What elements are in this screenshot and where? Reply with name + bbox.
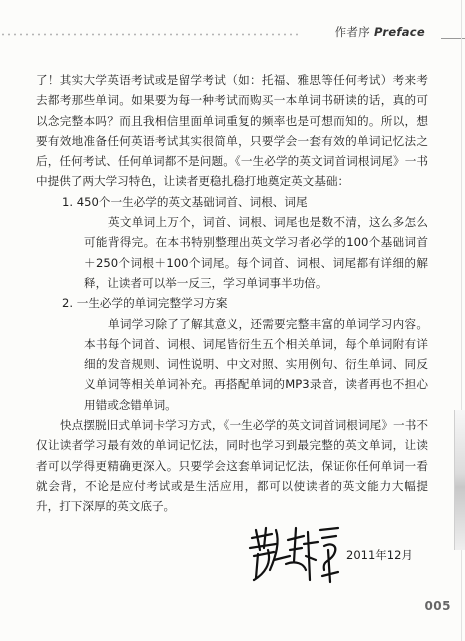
list-item-body-2: 单词学习除了了解其意义，还需要完整丰富的单词学习内容。本书每个词首、词根、词尾皆衍生五个相关单词，每个单词附有详细的发音规则、词性说明、中文对照、实用例句、衍生单词、同反义单词等相关单词补充。再搭配单词的MP3录音，读者再也不担心用错或念错单词。 <box>84 316 428 412</box>
list-item-body-1: 英文单词上万个，词首、词根、词尾也是数不清，这么多怎么可能背得完。在本书特别整理出英文学习者必学的100个基础词首＋250个词根＋100个词尾。每个词首、词根、词尾都有详细的解释，让读者可以举一反三，学习单词事半功倍。 <box>84 215 428 290</box>
running-header <box>335 24 425 40</box>
paragraph-intro: 了！其实大学英语考试或是留学考试（如：托福、雅思等任何考试）考来考去都考那些单词。如果要为每一种考试而购买一本单词书研读的话，真的可以念完整本吗？而且我相信里面单词重复的频率也是可想而知的。所以，想要有效地准备任何英语考试其实很简单，只要学会一套有效的单词记忆法之后，任何考试、任何单词都不是问题。《一生必学的英文词首词根词尾》一书中提供了两大学习特色，让读者更稳扎稳打地奠定英文基础： <box>36 73 428 189</box>
header-title-cn: 作者序 <box>334 25 370 39</box>
paragraph-conclusion: 快点摆脱旧式单词卡学习方式，《一生必学的英文词首词根词尾》一书不仅让读者学习最有效的单词记忆法，同时也学习到最完整的英文单词，让读者可以学得更精确更深入。只要学会这套单词记忆法，保证你任何单词一看就会背，不论是应付考试或是生活应用，都可以使读者的英文能力大幅提升，打下深厚的英文底子。 <box>36 418 428 514</box>
header-dotted-line <box>0 33 300 36</box>
list-item-title-1: 1. 450个一生必学的英文基础词首、词根、词尾 <box>62 194 308 209</box>
preface-body <box>36 70 428 517</box>
side-thumb-tab <box>454 410 465 550</box>
page-number: 005 <box>424 599 451 613</box>
header-title-en: Preface <box>373 25 425 39</box>
signature-date: 2011年12月 <box>346 548 413 562</box>
list-item-title-2: 2. 一生必学的单词完整学习方案 <box>62 296 228 311</box>
handwritten-signature <box>246 520 342 588</box>
